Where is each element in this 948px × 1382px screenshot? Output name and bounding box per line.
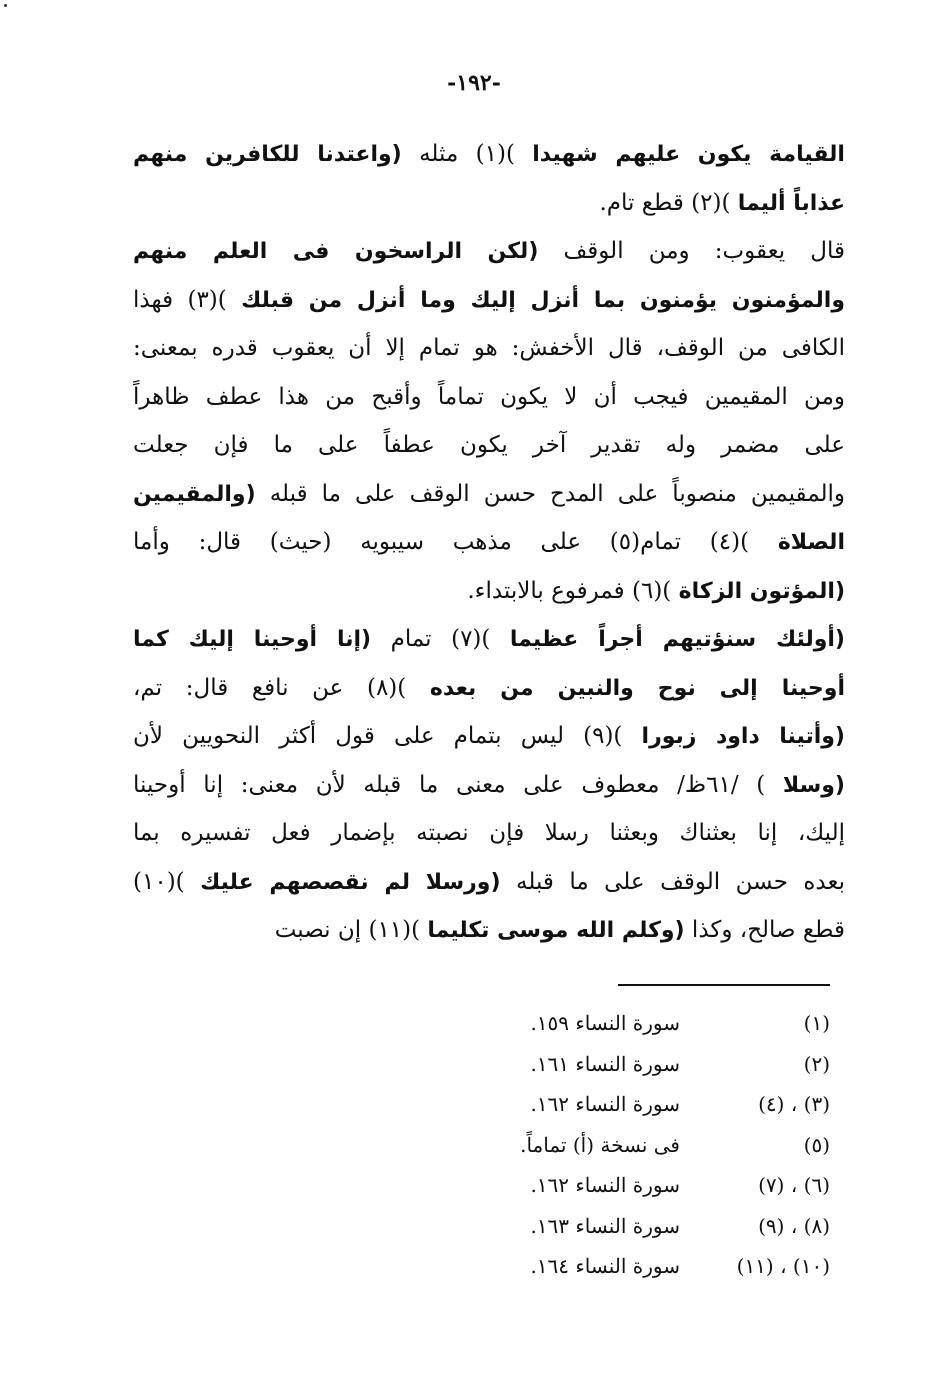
footnote	[490, 1165, 830, 1206]
footnote-text: سورة النساء ١٦٢.	[530, 1092, 680, 1116]
quran-quote: الصلاة	[777, 530, 845, 555]
footnote-marker: (٨) ، (٩)	[758, 1213, 830, 1238]
text-line	[133, 276, 845, 325]
text-segment: )(٦) فمرفوع بالابتداء.	[467, 577, 679, 604]
text-line	[133, 518, 845, 567]
text-segment: )(٧) تمام	[371, 626, 510, 652]
footnote-marker: (١)	[803, 1011, 830, 1035]
text-segment: قطع صالح، وكذا	[684, 917, 845, 943]
text-segment: ) /٦١ظ/ معطوف على معنى ما قبله لأن معنى: إنا أوحينا	[133, 771, 783, 798]
quran-quote: والمؤمنون يؤمنون بما أنزل إليك وما أنزل من قبلك	[241, 287, 845, 313]
footnote	[490, 1044, 830, 1085]
quran-quote: (واعتدنا للكافرين منهم	[133, 142, 402, 167]
footnote	[490, 1206, 830, 1247]
footnote-marker: (٦) ، (٧)	[758, 1173, 830, 1197]
page-number: -١٩٢-	[447, 70, 501, 96]
text-line	[133, 567, 845, 616]
quran-quote: (المؤتون الزكاة	[678, 578, 845, 604]
body-text	[133, 130, 845, 955]
text-line	[133, 130, 845, 179]
text-segment: بعده حسن الوقف على ما قبله	[500, 868, 845, 895]
footnote-text: سورة النساء ١٦٢.	[530, 1173, 680, 1197]
footnote-marker: (١٠) ، (١١)	[736, 1254, 830, 1278]
footnotes	[490, 1003, 830, 1287]
quran-quote: (لكن الراسخون فى العلم منهم	[133, 239, 539, 264]
text-line	[133, 470, 845, 519]
footnote-text: فى نسخة (أ) تماماً.	[520, 1132, 680, 1157]
text-segment: قال يعقوب: ومن الوقف	[538, 238, 845, 264]
scan-speck	[4, 4, 7, 7]
quran-quote: أوحينا إلى نوح والنبين من بعده	[429, 675, 845, 701]
footnote-text: سورة النساء ١٦٤.	[530, 1254, 680, 1278]
text-segment: )(٢) قطع تام.	[599, 189, 738, 216]
text-line	[133, 324, 845, 373]
text-segment: ومن المقيمين فيجب أن لا يكون تماماً وأقبح من هذا عطف ظاهراً	[133, 383, 845, 410]
text-segment: إليك، إنا بعثناك وبعثنا رسلا فإن نصبته بإضمار فعل تفسيره بما	[133, 820, 845, 846]
footnote-marker: (٢)	[803, 1051, 830, 1076]
text-segment: )(٤) تمام(٥) على مذهب سيبويه (حيث) قال: وأما	[133, 529, 778, 555]
quran-quote: (وأتينا داود زبورا	[641, 724, 845, 749]
quran-quote: (إنا أوحينا إليك كما	[133, 627, 372, 652]
text-line	[133, 373, 845, 422]
footnote	[490, 1003, 830, 1044]
footnote-divider	[618, 984, 830, 986]
quran-quote: (وكلم الله موسى تكليما	[427, 918, 685, 943]
text-line	[133, 906, 845, 955]
text-segment: )(٩) ليس بتمام على قول أكثر النحويين لأن	[133, 723, 642, 749]
text-segment: )(٣) فهذا	[133, 286, 242, 313]
footnote-marker: (٥)	[803, 1132, 830, 1157]
text-segment: )(٨) عن نافع قال: تم،	[133, 674, 430, 701]
text-line	[133, 227, 845, 276]
footnote-text: سورة النساء ١٦١.	[530, 1051, 680, 1076]
quran-quote: (أولئك سنؤتيهم أجراً عظيما	[509, 627, 845, 652]
quran-quote: عذاباً أليما	[737, 190, 845, 216]
text-segment: )(١١) إن نصبت	[274, 917, 428, 943]
text-line	[133, 615, 845, 664]
footnote	[490, 1125, 830, 1166]
text-line	[133, 664, 845, 713]
text-line	[133, 421, 845, 470]
text-line	[133, 858, 845, 907]
quran-quote: (وسلا	[782, 772, 845, 798]
quran-quote: (ورسلا لم نقصصهم عليك	[200, 869, 501, 895]
text-segment: )(١) مثله	[401, 141, 533, 167]
text-segment: والمقيمين منصوباً على المدح حسن الوقف على ما قبله	[255, 480, 845, 507]
footnote-text: سورة النساء ١٥٩.	[530, 1011, 680, 1035]
text-line	[133, 712, 845, 761]
text-line	[133, 809, 845, 858]
footnote-marker: (٣) ، (٤)	[758, 1092, 830, 1116]
text-line	[133, 179, 845, 228]
text-segment: على مضمر وله تقدير آخر يكون عطفاً على ما فإن جعلت	[133, 432, 845, 458]
footnote	[490, 1246, 830, 1287]
quran-quote: (والمقيمين	[133, 481, 256, 507]
text-segment: )(١٠)	[133, 868, 201, 895]
text-line	[133, 761, 845, 810]
footnote	[490, 1084, 830, 1125]
quran-quote: القيامة يكون عليهم شهيدا	[532, 142, 845, 167]
text-segment: الكافى من الوقف، قال الأخفش: هو تمام إلا أن يعقوب قدره بمعنى:	[133, 335, 845, 361]
footnote-text: سورة النساء ١٦٣.	[530, 1213, 680, 1238]
